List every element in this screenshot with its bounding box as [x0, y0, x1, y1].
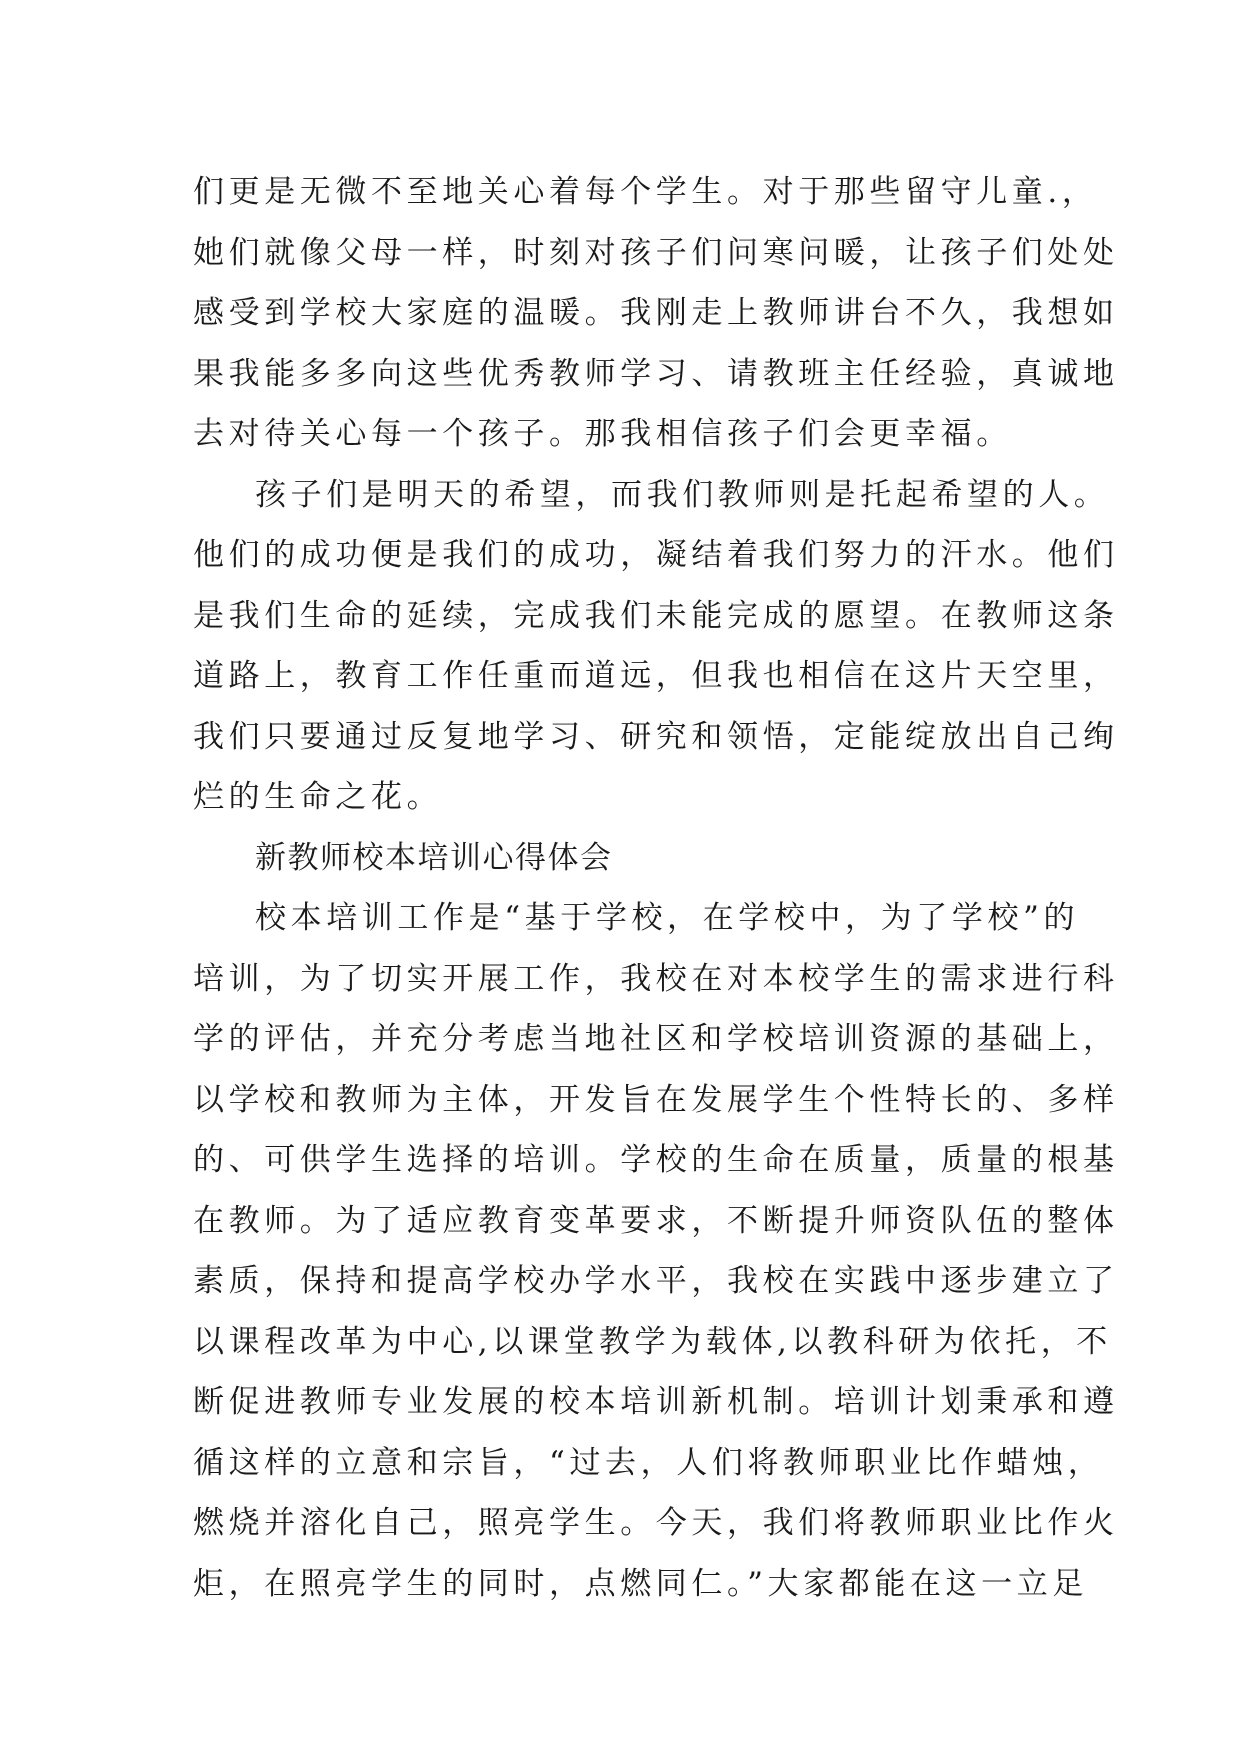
text-line: 以学校和教师为主体，开发旨在发展学生个性特长的、多样 [193, 1081, 1119, 1118]
text-line: 的、可供学生选择的培训。学校的生命在质量，质量的根基 [193, 1142, 1119, 1178]
text-line: 他们的成功便是我们的成功，凝结着我们努力的汗水。他们 [193, 537, 1119, 573]
text-line: 道路上，教育工作任重而道远，但我也相信在这片天空里， [193, 658, 1119, 694]
text-line: 烂的生命之花。 [193, 779, 443, 815]
text-line: 去对待关心每一个孩子。那我相信孩子们会更幸福。 [193, 416, 1012, 452]
text-line: 循这样的立意和宗旨，“过去，人们将教师职业比作蜡烛， [193, 1444, 1104, 1481]
paragraph-start-line: 孩子们是明天的希望，而我们教师则是托起希望的人。 [255, 476, 1110, 513]
paragraph-start-line: 校本培训工作是“基于学校，在学校中，为了学校”的 [255, 900, 1080, 936]
section-heading: 新教师校本培训心得体会 [255, 839, 613, 876]
body-text [193, 162, 1119, 1614]
text-line: 断促进教师专业发展的校本培训新机制。培训计划秉承和遵 [193, 1384, 1119, 1420]
text-line: 培训，为了切实开展工作，我校在对本校学生的需求进行科 [193, 960, 1119, 997]
text-line: 学的评估，并充分考虑当地社区和学校培训资源的基础上， [193, 1021, 1119, 1057]
text-line: 素质，保持和提高学校办学水平，我校在实践中逐步建立了 [193, 1263, 1119, 1299]
text-line: 果我能多多向这些优秀教师学习、请教班主任经验，真诚地 [193, 355, 1119, 392]
text-line: 燃烧并溶化自己，照亮学生。今天，我们将教师职业比作火 [193, 1505, 1119, 1541]
text-line: 炬，在照亮学生的同时，点燃同仁。”大家都能在这一立足 [193, 1565, 1088, 1602]
text-line: 在教师。为了适应教育变革要求，不断提升师资队伍的整体 [193, 1202, 1119, 1239]
text-line: 感受到学校大家庭的温暖。我刚走上教师讲台不久，我想如 [193, 295, 1119, 331]
text-line: 以课程改革为中心,以课堂教学为载体,以教科研为依托，不 [193, 1323, 1112, 1360]
text-line: 们更是无微不至地关心着每个学生。对于那些留守儿童.， [193, 174, 1098, 210]
text-line: 我们只要通过反复地学习、研究和领悟，定能绽放出自己绚 [193, 718, 1119, 755]
text-line: 是我们生命的延续，完成我们未能完成的愿望。在教师这条 [193, 597, 1119, 634]
text-line: 她们就像父母一样，时刻对孩子们问寒问暖，让孩子们处处 [193, 234, 1119, 271]
